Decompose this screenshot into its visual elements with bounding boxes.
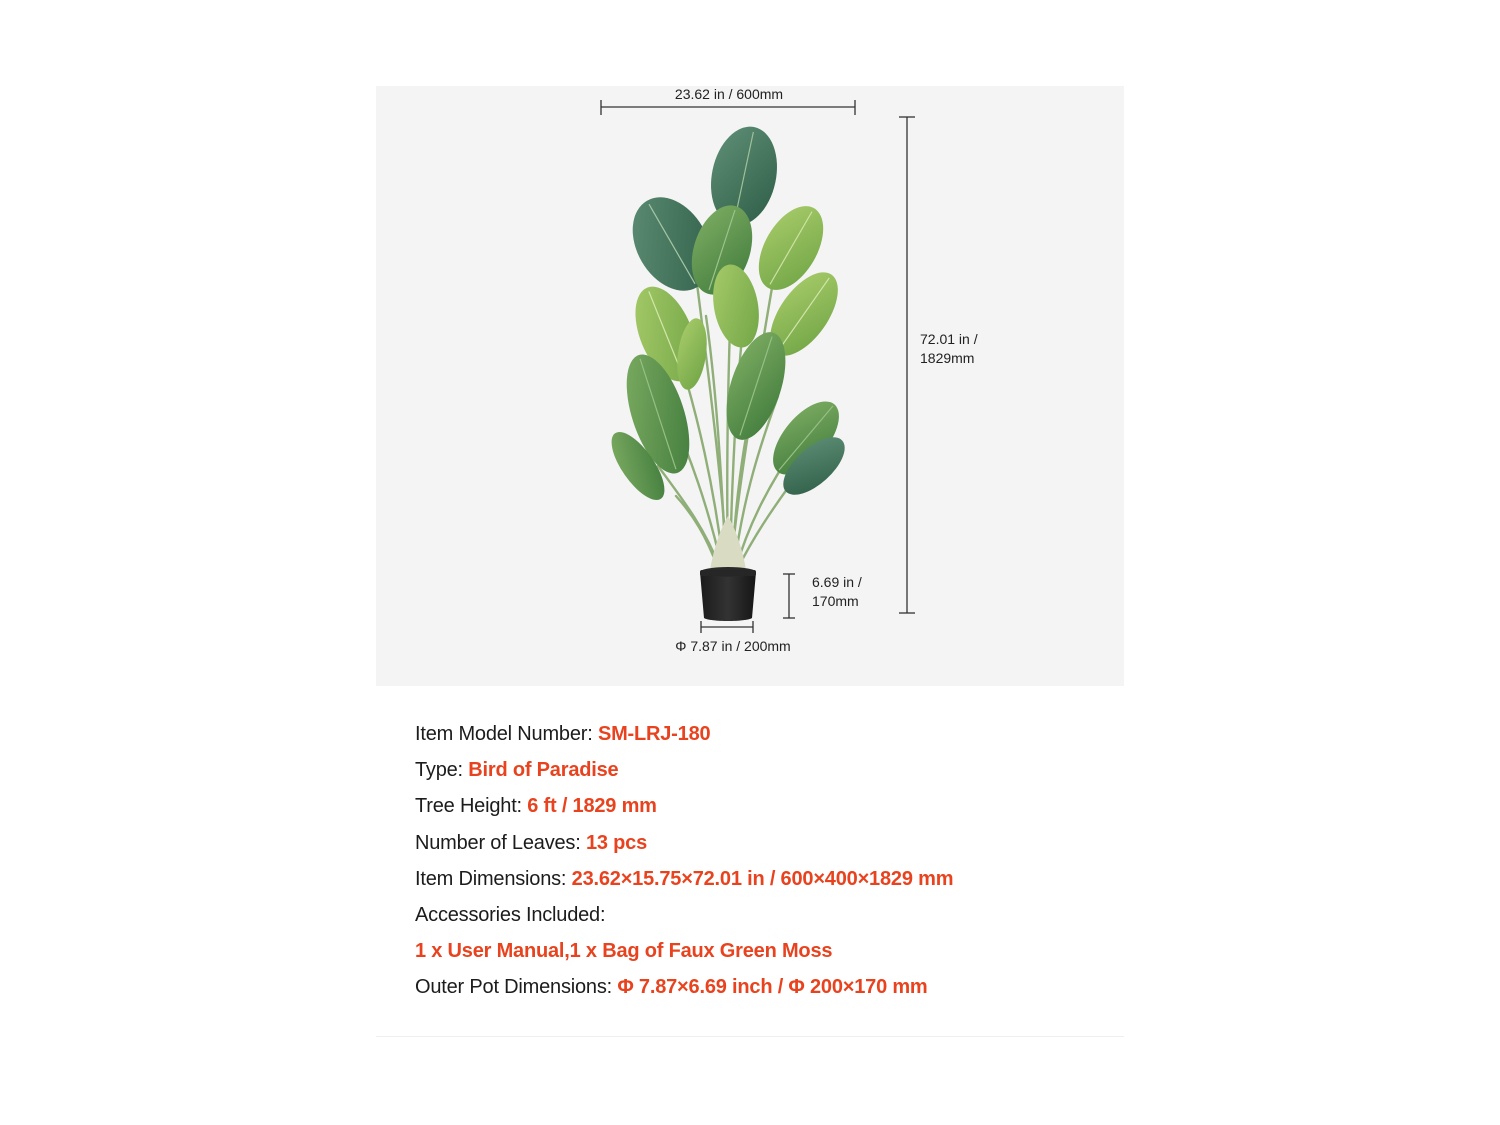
spec-dimensions: [415, 861, 1095, 897]
pot-height-line2: 170mm: [812, 593, 859, 609]
product-figure-panel: [376, 86, 1124, 686]
spec-accessories-label: Accessories Included:: [415, 903, 606, 926]
pot-illustration: [700, 567, 756, 621]
spec-dimensions-value: 23.62×15.75×72.01 in / 600×400×1829 mm: [571, 867, 954, 890]
pot-diameter-dimension-line: [701, 621, 753, 633]
spec-type: [415, 752, 1095, 788]
plant-dimension-diagram: [376, 86, 1124, 686]
spec-pot-value: Φ 7.87×6.69 inch / Φ 200×170 mm: [617, 976, 928, 999]
spec-model-value: SM-LRJ-180: [597, 723, 711, 745]
width-label: 23.62 in / 600mm: [674, 86, 784, 102]
spec-accessories-label-line: [415, 897, 1095, 933]
spec-height-value: 6 ft / 1829 mm: [527, 795, 657, 818]
width-dimension-line: [601, 100, 855, 115]
spec-height-label: Tree Height:: [415, 795, 528, 818]
spec-accessories-value-line: [415, 933, 1095, 969]
spec-leaves: [415, 825, 1095, 861]
pot-height-dimension-line: [783, 574, 795, 618]
spec-type-value: Bird of Paradise: [468, 759, 619, 782]
height-dimension-line: [899, 117, 915, 613]
spec-leaves-label: Number of Leaves:: [415, 831, 586, 854]
plant-illustration: [602, 120, 854, 621]
spec-dimensions-label: Item Dimensions:: [415, 867, 572, 890]
spec-model-label: Item Model Number:: [415, 723, 598, 745]
spec-model: [415, 716, 1095, 752]
product-spec-card: [376, 86, 1124, 1038]
pot-diameter-label: Φ 7.87 in / 200mm: [675, 638, 791, 654]
spec-pot: [415, 969, 1095, 1005]
pot-height-line1: 6.69 in /: [812, 574, 862, 590]
spec-pot-label: Outer Pot Dimensions:: [415, 976, 618, 999]
spec-list: [415, 716, 1095, 1006]
height-label-line1: 72.01 in /: [920, 331, 978, 347]
card-divider: [376, 1036, 1124, 1037]
height-label-line2: 1829mm: [920, 350, 975, 366]
spec-height: [415, 788, 1095, 824]
spec-type-label: Type:: [415, 759, 469, 782]
spec-leaves-value: 13 pcs: [585, 831, 648, 854]
spec-accessories-value: 1 x User Manual,1 x Bag of Faux Green Moss: [415, 940, 833, 963]
